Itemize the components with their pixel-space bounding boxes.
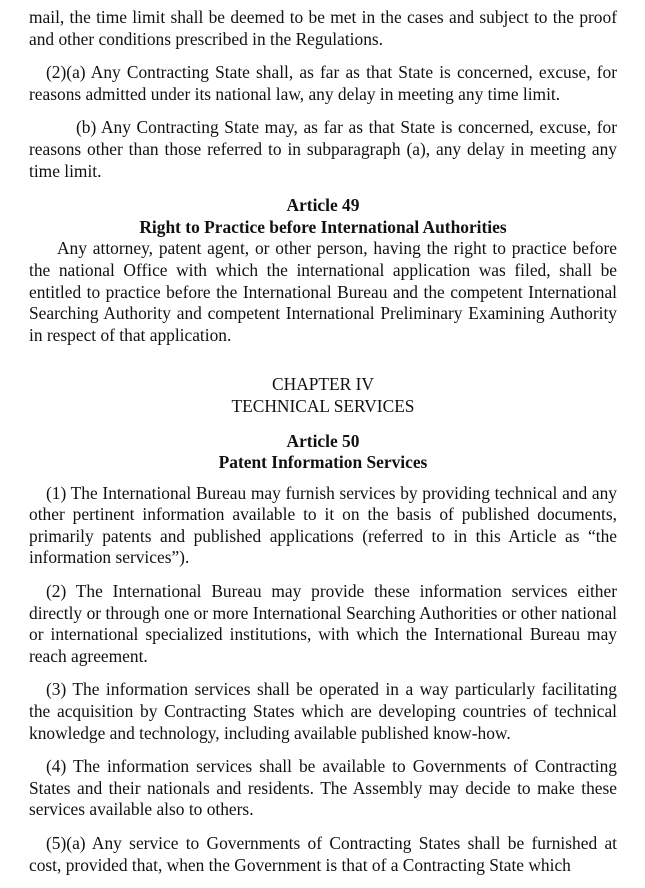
- article-50-paragraph-4: (4) The information services shall be available to Governments of Contracting States and their nationals and residents. The Assembly may decide to make these services available also to others.: [29, 756, 617, 820]
- article-50-paragraph-3: (3) The information services shall be operated in a way particularly facilitating the acquisition by Contracting States which are developing countries of technical knowledge and technology, including available published know-how.: [29, 679, 617, 743]
- article-49-text: Any attorney, patent agent, or other person, having the right to practice before the national Office with which the international application was filed, shall be entitled to practice before the International Bureau and the competent International Searching Authority and competent International Preliminary Examining Authority in respect of that application.: [29, 238, 617, 345]
- article-49-title: Right to Practice before International Authorities: [139, 216, 507, 237]
- article-49-number: Article 49: [286, 195, 360, 216]
- paragraph-continuation: mail, the time limit shall be deemed to be met in the cases and subject to the proof and other conditions prescribed in the Regulations.: [29, 7, 617, 49]
- document-page: [29, 7, 617, 876]
- chapter-title: TECHNICAL SERVICES: [231, 395, 415, 416]
- paragraph-2b: (b) Any Contracting State may, as far as that State is concerned, excuse, for reasons other than those referred to in subparagraph (a), any delay in meeting any time limit.: [29, 117, 617, 181]
- article-50-paragraph-2: (2) The International Bureau may provide these information services either directly or through one or more International Searching Authorities or other national or international specialized institutions, with which the International Bureau may reach agreement.: [29, 581, 617, 666]
- paragraph-2a: (2)(a) Any Contracting State shall, as far as that State is concerned, excuse, for reasons admitted under its national law, any delay in meeting any time limit.: [29, 62, 617, 104]
- chapter-number: CHAPTER IV: [272, 374, 374, 395]
- article-50-title: Patent Information Services: [218, 452, 428, 473]
- article-50-paragraph-1: (1) The International Bureau may furnish services by providing technical and any other pertinent information available to it on the basis of published documents, primarily patents and published applications (referred to in this Article as “the information services”).: [29, 482, 617, 568]
- article-50-number: Article 50: [286, 430, 360, 451]
- article-50-paragraph-5a: (5)(a) Any service to Governments of Contracting States shall be furnished at cost, provided that, when the Government is that of a Contracting State which: [29, 833, 617, 875]
